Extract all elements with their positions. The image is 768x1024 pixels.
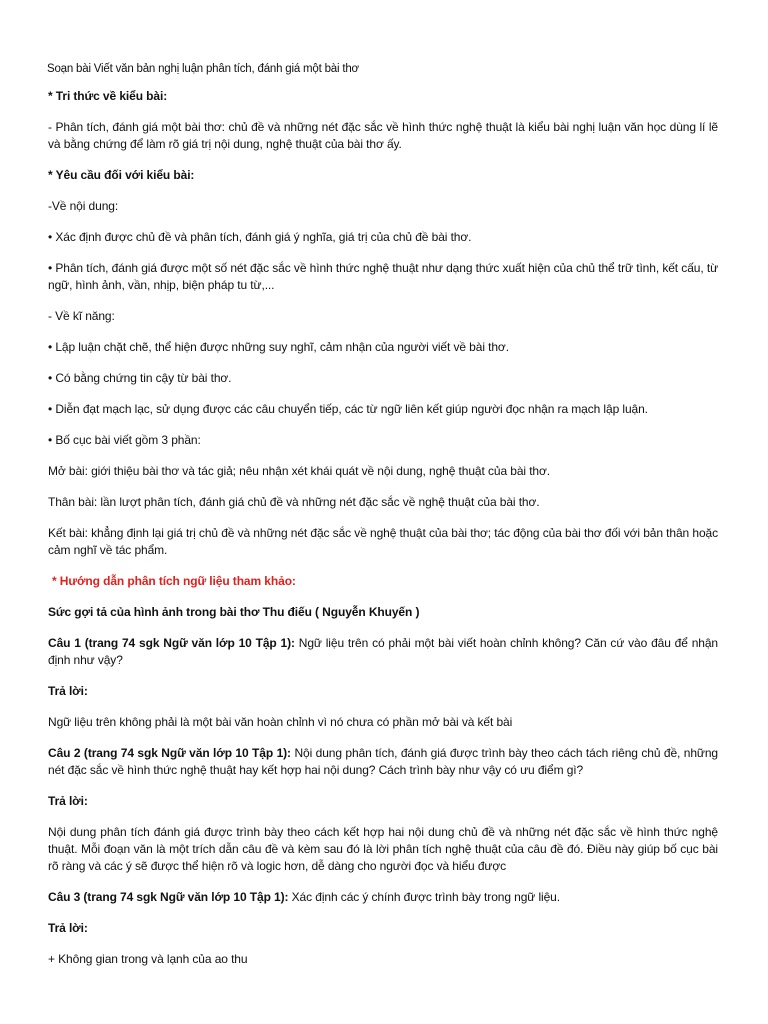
tri-thuc-heading: * Tri thức về kiểu bài: [48,89,168,103]
yeu-cau-heading: * Yêu cầu đối với kiểu bài: [48,168,195,182]
mo-bai-paragraph: Mở bài: giới thiệu bài thơ và tác giả; nêu nhận xét khái quát về nội dung, nghệ thuật của bài thơ. [48,464,551,478]
ki-nang-bullet-3: • Diễn đạt mạch lạc, sử dụng được các câu chuyển tiếp, các từ ngữ liên kết giúp người đọc nhận ra mạch lập luận. [48,402,648,416]
document-title: Soạn bài Viết văn bản nghị luận phân tích, đánh giá một bài thơ [47,63,359,75]
question-2 [48,745,718,779]
document-body [48,88,718,982]
ket-bai-paragraph: Kết bài: khẳng định lại giá trị chủ đề và những nét đặc sắc về nghệ thuật của bài thơ; tác động của bài thơ đối với bản thân hoặc cảm nghĩ về tác phẩm. [48,526,718,557]
question-3-label: Câu 3 (trang 74 sgk Ngữ văn lớp 10 Tập 1): [48,890,289,904]
answer-3-text: + Không gian trong và lạnh của ao thu [48,952,248,966]
huong-dan-heading: * Hướng dẫn phân tích ngữ liệu tham khảo: [52,574,296,588]
poem-title-heading: Sức gợi tả của hình ảnh trong bài thơ Thu điếu ( Nguyễn Khuyến ) [48,605,420,619]
question-3-text: Xác định các ý chính được trình bày trong ngữ liệu. [288,890,560,904]
answer-1-label: Trả lời: [48,684,88,698]
ki-nang-bullet-1: • Lập luận chặt chẽ, thể hiện được những suy nghĩ, cảm nhận của người viết về bài thơ. [48,340,509,354]
answer-2-label: Trả lời: [48,794,88,808]
noi-dung-bullet-2: • Phân tích, đánh giá được một số nét đặc sắc về hình thức nghệ thuật như dạng thức xuất hiện của chủ thể trữ tình, kết cấu, từ ngữ, hình ảnh, vần, nhịp, biện pháp tu từ,... [48,261,718,292]
tri-thuc-paragraph: - Phân tích, đánh giá một bài thơ: chủ đề và những nét đặc sắc về hình thức nghệ thuật là kiểu bài nghị luận văn học dùng lí lẽ và bằng chứng để làm rõ giá trị nội dung, nghệ thuật của bài thơ ấy. [48,120,718,151]
ve-noi-dung-label: -Về nội dung: [48,199,119,213]
noi-dung-bullet-1: • Xác định được chủ đề và phân tích, đánh giá ý nghĩa, giá trị của chủ đề bài thơ. [48,230,472,244]
question-2-label: Câu 2 (trang 74 sgk Ngữ văn lớp 10 Tập 1): [48,746,291,760]
than-bai-paragraph: Thân bài: lần lượt phân tích, đánh giá chủ đề và những nét đặc sắc về nghệ thuật của bài thơ. [48,495,540,509]
question-3 [48,889,718,906]
answer-2-text: Nội dung phân tích đánh giá được trình bày theo cách kết hợp hai nội dung chủ đề và những nét đặc sắc về hình thức nghệ thuật. Mỗi đoạn văn là một trích dẫn câu đề và kèm sau đó là lời phân tích nghệ thuật của câu đề đó. Điều này giúp bố cục bài rõ ràng và các ý sẽ được thể hiện rõ và logic hơn, dễ dàng cho người đọc và hiểu được [48,825,718,873]
ve-ki-nang-label: - Về kĩ năng: [48,309,115,323]
question-1-text: Ngữ liệu trên có phải một bài viết hoàn chỉnh không? Căn cứ vào đâu để nhận định như vậy? [48,636,718,667]
answer-3-label: Trả lời: [48,921,88,935]
bo-cuc-bullet: • Bố cục bài viết gồm 3 phần: [48,433,201,447]
ki-nang-bullet-2: • Có bằng chứng tin cậy từ bài thơ. [48,371,232,385]
answer-1-text: Ngữ liệu trên không phải là một bài văn hoàn chỉnh vì nó chưa có phần mở bài và kết bài [48,715,513,729]
question-1 [48,635,718,669]
question-2-text: Nội dung phân tích, đánh giá được trình bày theo cách tách riêng chủ đề, những nét đặc sắc về hình thức nghệ thuật hay kết hợp hai nội dung? Cách trình bày như vậy có ưu điểm gì? [48,746,718,777]
question-1-label: Câu 1 (trang 74 sgk Ngữ văn lớp 10 Tập 1): [48,636,295,650]
